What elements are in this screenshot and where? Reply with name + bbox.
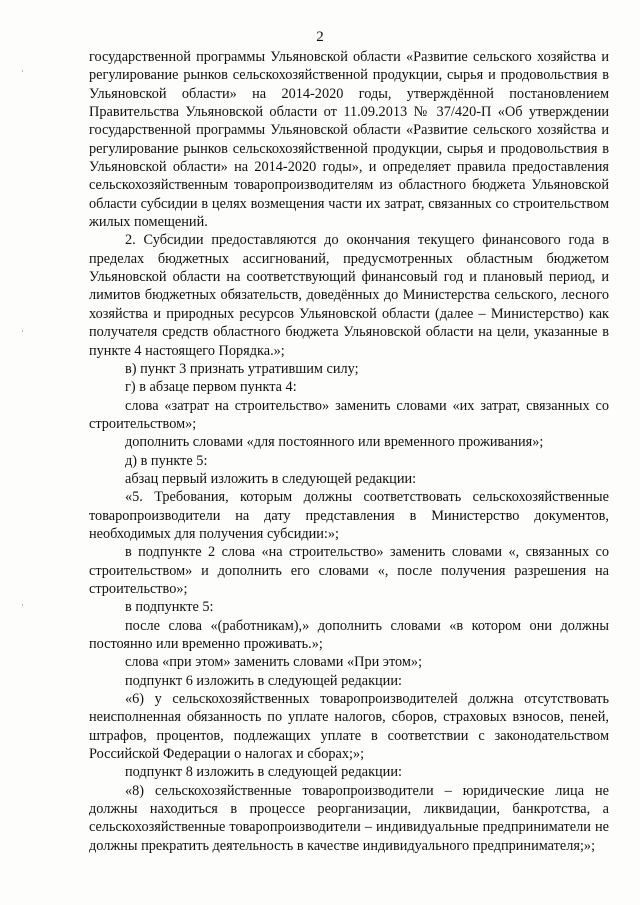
scan-edge-mark [22,604,23,606]
paragraph: «5. Требования, которым должны соответствовать сельскохозяйственные товаропроизводители на дату представления в Министерство документов, необходимых для получения субсидии:»; [89,489,609,542]
paragraph: после слова «(работникам),» дополнить словами «в котором они должны постоянно или временно проживать.»; [89,617,609,652]
paragraph: государственной программы Ульяновской области «Развитие сельского хозяйства и регулирование рынков сельскохозяйственной продукции, сырья и продовольствия в Ульяновской области» на 2014-2020 годы, утверждённой постановлением Правительства Ульяновской области от 11.09.2013 № 37/420-П «Об утверждении государственной программы Ульяновской области «Развитие сельского хозяйства и регулирование рынков сельскохозяйственной продукции, сырья и продовольствия в Ульяновской области» на 2014-2020 годы», и определяет правила предоставления сельскохозяйственным товаропроизводителям из областного бюджета Ульяновской области субсидии в целях возмещения части их затрат, связанных со строительством жилых помещений. [89,49,609,231]
paragraph: подпункт 6 изложить в следующей редакции: [125,672,402,689]
paragraph: в) пункт 3 признать утратившим силу; [125,360,359,377]
page-number: 2 [316,29,324,45]
paragraph: «6) у сельскохозяйственных товаропроизводителей должна отсутствовать неисполненная обязанность по уплате налогов, сборов, страховых взносов, пеней, штрафов, процентов, подлежащих уплате в соответствии с законодательством Российской Федерации о налогах и сборах;»; [89,691,609,763]
paragraph: абзац первый изложить в следующей редакции: [125,470,417,487]
paragraph: дополнить словами «для постоянного или временного проживания»; [125,434,544,451]
paragraph: в подпункте 5: [125,599,214,616]
paragraph: в подпункте 2 слова «на строительство» заменить словами «, связанных со строительством» и дополнить его словами «, после получения разрешения на строительство»; [89,544,609,597]
scan-edge-mark [22,330,23,332]
paragraph: «8) сельскохозяйственные товаропроизводители – юридические лица не должны находиться в процессе реорганизации, ликвидации, банкротства, а сельскохозяйственные товаропроизводители – индивидуальные предприниматели не должны прекратить деятельность в качестве индивидуального предпринимателя;»; [89,782,609,854]
paragraph: 2. Субсидии предоставляются до окончания текущего финансового года в пределах бюджетных ассигнований, предусмотренных областным бюджетом Ульяновской области на соответствующий финансовый год и плановый период, и лимитов бюджетных обязательств, доведённых до Министерства сельского, лесного хозяйства и природных ресурсов Ульяновской области (далее – Министерство) как получателя средств областного бюджета Ульяновской области на цели, указанные в пункте 4 настоящего Порядка.»; [89,232,609,359]
paragraph: слова «затрат на строительство» заменить словами «их затрат, связанных со строительством»; [89,397,609,432]
scan-edge-mark [22,70,23,72]
paragraph: д) в пункте 5: [125,452,208,469]
document-body [89,48,609,855]
paragraph: подпункт 8 изложить в следующей редакции: [125,764,402,781]
paragraph: г) в абзаце первом пункта 4: [125,379,297,396]
paragraph: слова «при этом» заменить словами «При этом»; [125,654,423,671]
